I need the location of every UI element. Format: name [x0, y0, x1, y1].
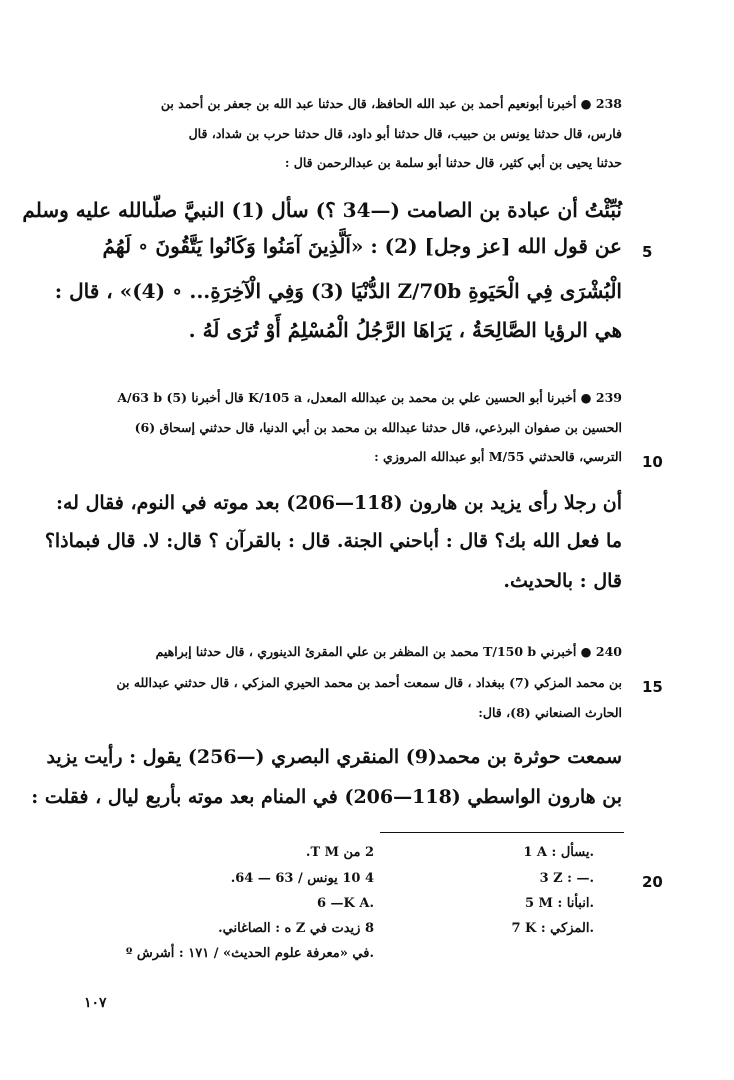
- entry-239-matn-line-3: قال : بالحديث.: [503, 570, 622, 592]
- page-number: ١٠٧: [84, 995, 107, 1011]
- entry-238-matn-line-4: هي الرؤيا الصَّالِحَةُ ، يَرَاهَا الرَّجُلُ الْمُسْلِمُ أَوْ تُرَى لَهُ .: [188, 318, 622, 342]
- footnote-4: 4 10 يونس / 63 — 64.: [230, 871, 374, 886]
- entry-239-matn-line-1: أن رجلا رأى يزيد بن هارون (118—206) بعد موته في النوم، فقال له:: [55, 492, 622, 514]
- entry-240-isnad-line-2: بن محمد المزكي (7) ببغداد ، قال سمعت أحمد بن محمد الحيري المزكي ، قال حدثني عبدالله بن: [116, 675, 622, 690]
- line-number-5: 5: [642, 243, 653, 261]
- entry-240-matn-line-1: سمعت حوثرة بن محمد(9) المنقري البصري (—256) يقول : رأيت يزيد: [46, 746, 622, 768]
- footnote-8: 8 زيدت في Z ه : الصاغاني.: [218, 921, 374, 936]
- entry-238-isnad-line-1: 238 ● أخبرنا أبونعيم أحمد بن عبد الله الحافظ، قال حدثنا عبد الله بن جعفر بن أحمد بن: [160, 96, 622, 111]
- entry-238-matn-line-3: الْبُشْرَى فِي الْحَيَوةِ Z/70b الدُّنْيَا (3) وَفِي الْآخِرَةِ... ∘ (4)» ، قال :: [54, 279, 622, 303]
- line-number-15: 15: [642, 678, 663, 696]
- entry-239-isnad-line-2: الحسين بن صفوان البرذعي، قال حدثنا عبدالله بن محمد بن أبي الدنيا، قال حدثني إسحاق (6): [134, 420, 622, 435]
- entry-240-isnad-line-3: الحارث الصنعاني (8)، قال:: [478, 705, 622, 720]
- line-number-20: 20: [642, 873, 663, 891]
- footnote-reference-note: º في «معرفة علوم الحديث» / ١٧١ : أشرش.: [125, 946, 374, 961]
- entry-239-matn-line-2: ما فعل الله بك؟ قال : أباحني الجنة. قال : بالقرآن ؟ قال: لا. قال فبماذا؟: [44, 530, 622, 552]
- footnote-6: 6 —K A.: [316, 896, 374, 911]
- entry-238-matn-line-2: عن قول الله [عز وجل] (2) : «اَلَّذِينَ آمَنُوا وَكَانُوا يَتَّقُونَ ∘ لَهُمُ: [102, 234, 622, 258]
- footnote-5: 5 M : انبأنا.: [524, 896, 594, 911]
- footnote-1: 1 A : يسأل.: [523, 845, 594, 860]
- entry-239-isnad-line-3: الترسي، قالحدثني M/55 أبو عبدالله المروزي :: [374, 449, 622, 464]
- entry-238-isnad-line-3: حدثنا يحيى بن أبي كثير، قال حدثنا أبو سلمة بن عبدالرحمن قال :: [284, 155, 622, 170]
- entry-239-isnad-line-1: 239 ● أخبرنا أبو الحسين علي بن محمد بن عبدالله المعدل، K/105 a قال أخبرنا (5) A/63 b: [117, 390, 622, 405]
- line-number-10: 10: [642, 453, 663, 471]
- entry-240-isnad-line-1: 240 ● أخبرني T/150 b محمد بن المظفر بن علي المقرئ الدينوري ، قال حدثنا إبراهيم: [155, 644, 622, 659]
- footnote-divider: [380, 832, 624, 833]
- footnote-3: 3 Z : —.: [539, 871, 594, 886]
- footnote-2: 2 من T M.: [305, 845, 374, 860]
- footnote-7: 7 K : المزكي.: [511, 921, 594, 936]
- entry-238-isnad-line-2: فارس، قال حدثنا يونس بن حبيب، قال حدثنا أبو داود، قال حدثنا حرب بن شداد، قال: [188, 126, 622, 141]
- entry-238-matn-line-1: نُبِّئْتُ أن عبادة بن الصامت (—34 ؟) سأل (1) النبيَّ صلّىالله عليه وسلم: [22, 198, 622, 222]
- entry-240-matn-line-2: بن هارون الواسطي (118—206) في المنام بعد موته بأربع ليال ، فقلت :: [31, 786, 622, 808]
